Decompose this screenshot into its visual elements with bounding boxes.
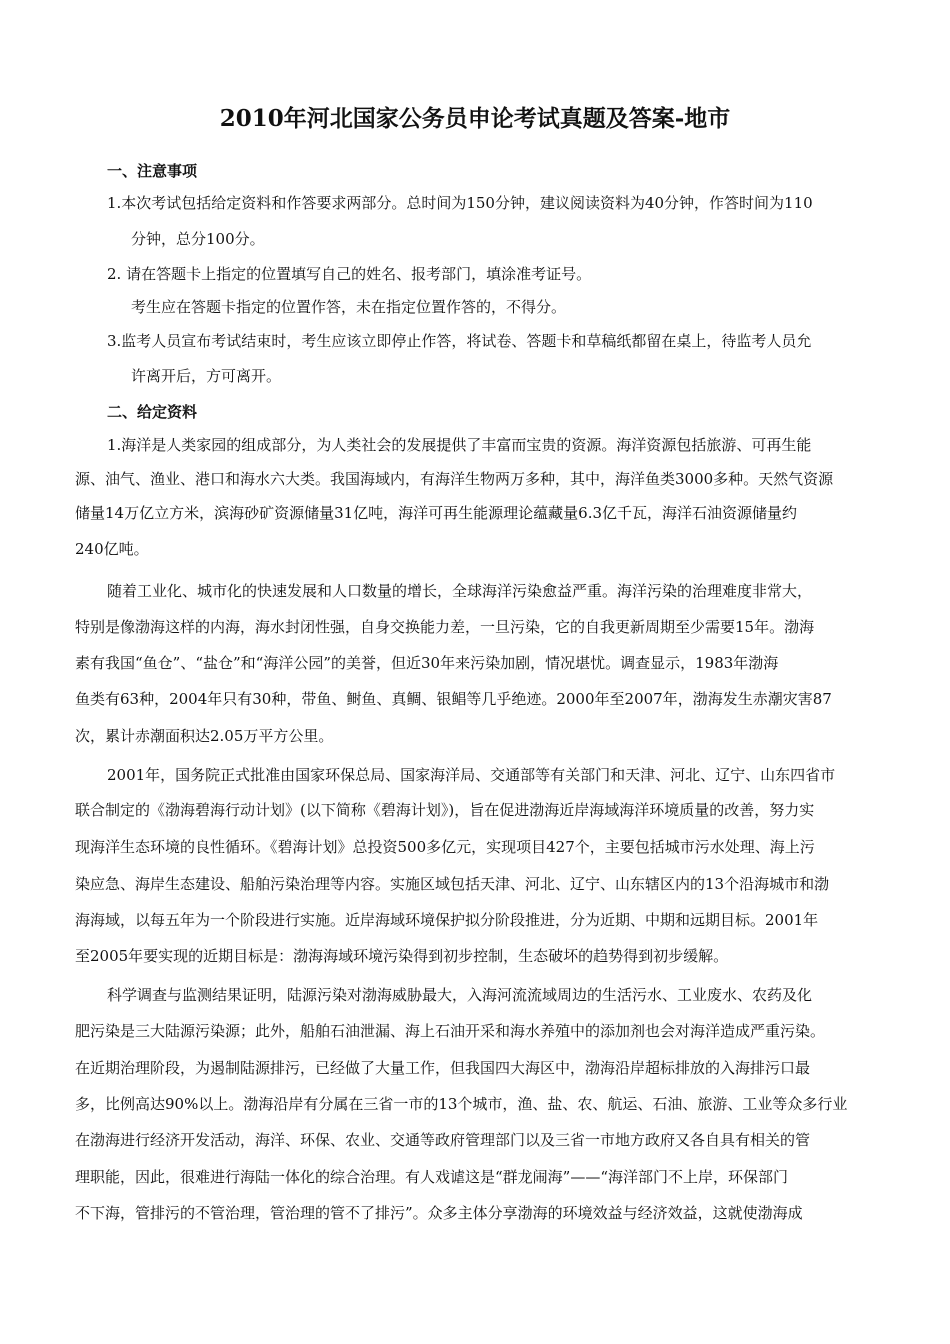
paragraph-2-line-4: 鱼类有63种，2004年只有30种，带鱼、鲥鱼、真鲷、银鲳等几乎绝迹。2000年至2007年，渤海发生赤潮灾害87	[75, 690, 832, 708]
note-1-line-2: 分钟，总分100分。	[131, 230, 265, 248]
paragraph-4-line-7: 不下海，管排污的不管治理，管治理的管不了排污”。众多主体分享渤海的环境效益与经济效益，这就使渤海成	[75, 1204, 803, 1222]
note-2-line-1: 2. 请在答题卡上指定的位置填写自己的姓名、报考部门，填涂准考证号。	[107, 265, 592, 283]
paragraph-1-line-4: 240亿吨。	[75, 540, 149, 558]
paragraph-4-line-3: 在近期治理阶段，为遏制陆源排污，已经做了大量工作，但我国四大海区中，渤海沿岸超标排放的入海排污口最	[75, 1059, 811, 1077]
document-title: 2010年河北国家公务员申论考试真题及答案-地市	[219, 105, 731, 132]
note-1-line-1: 1.本次考试包括给定资料和作答要求两部分。总时间为150分钟，建议阅读资料为40分钟，作答时间为110	[107, 194, 813, 212]
paragraph-2-line-1: 随着工业化、城市化的快速发展和人口数量的增长，全球海洋污染愈益严重。海洋污染的治理难度非常大，	[107, 582, 813, 600]
paragraph-1-line-3: 储量14万亿立方米，滨海砂矿资源储量31亿吨，海洋可再生能源理论蕴藏量6.3亿千瓦，海洋石油资源储量约	[75, 504, 798, 522]
paragraph-4-line-2: 肥污染是三大陆源污染源；此外，船舶石油泄漏、海上石油开采和海水养殖中的添加剂也会对海洋造成严重污染。	[75, 1022, 826, 1040]
paragraph-1-line-2: 源、油气、渔业、港口和海水六大类。我国海域内，有海洋生物两万多种，其中，海洋鱼类3000多种。天然气资源	[75, 470, 834, 488]
paragraph-3-line-6: 至2005年要实现的近期目标是：渤海海域环境污染得到初步控制，生态破坏的趋势得到初步缓解。	[75, 947, 729, 965]
paragraph-3-line-5: 海海域，以每五年为一个阶段进行实施。近岸海域环境保护拟分阶段推进，分为近期、中期和远期目标。2001年	[75, 911, 819, 929]
note-3-line-2: 许离开后，方可离开。	[131, 367, 282, 385]
note-2-line-2: 考生应在答题卡指定的位置作答，未在指定位置作答的，不得分。	[131, 298, 567, 316]
paragraph-3-line-1: 2001年，国务院正式批准由国家环保总局、国家海洋局、交通部等有关部门和天津、河北、辽宁、山东四省市	[107, 766, 836, 784]
paragraph-4-line-4: 多，比例高达90%以上。渤海沿岸有分属在三省一市的13个城市，渔、盐、农、航运、石油、旅游、工业等众多行业	[75, 1095, 848, 1113]
paragraph-2-line-5: 次，累计赤潮面积达2.05万平方公里。	[75, 727, 334, 745]
paragraph-3-line-2: 联合制定的《渤海碧海行动计划》(以下简称《碧海计划》)，旨在促进渤海近岸海域海洋环境质量的改善，努力实	[75, 801, 815, 819]
paragraph-2-line-2: 特别是像渤海这样的内海，海水封闭性强，自身交换能力差，一旦污染，它的自我更新周期至少需要15年。渤海	[75, 618, 815, 636]
paragraph-1-line-1: 1.海洋是人类家园的组成部分，为人类社会的发展提供了丰富而宝贵的资源。海洋资源包括旅游、可再生能	[107, 436, 812, 454]
note-3-line-1: 3.监考人员宣布考试结束时，考生应该立即停止作答，将试卷、答题卡和草稿纸都留在桌上，待监考人员允	[107, 332, 812, 350]
paragraph-4-line-1: 科学调查与监测结果证明，陆源污染对渤海威胁最大，入海河流流域周边的生活污水、工业废水、农药及化	[107, 986, 813, 1004]
paragraph-3-line-3: 现海洋生态环境的良性循环。《碧海计划》总投资500多亿元，实现项目427个，主要包括城市污水处理、海上污	[75, 838, 815, 856]
paragraph-2-line-3: 素有我国“鱼仓”、“盐仓”和“海洋公园”的美誉，但近30年来污染加剧，情况堪忧。调查显示，1983年渤海	[75, 654, 779, 672]
section-heading-materials: 二、给定资料	[107, 403, 198, 421]
section-heading-notes: 一、注意事项	[107, 162, 198, 180]
paragraph-4-line-6: 理职能，因此，很难进行海陆一体化的综合治理。有人戏谑这是“群龙闹海”——“海洋部门不上岸，环保部门	[75, 1168, 789, 1186]
paragraph-3-line-4: 染应急、海岸生态建设、船舶污染治理等内容。实施区域包括天津、河北、辽宁、山东辖区内的13个沿海城市和渤	[75, 875, 830, 893]
paragraph-4-line-5: 在渤海进行经济开发活动，海洋、环保、农业、交通等政府管理部门以及三省一市地方政府又各自具有相关的管	[75, 1131, 811, 1149]
